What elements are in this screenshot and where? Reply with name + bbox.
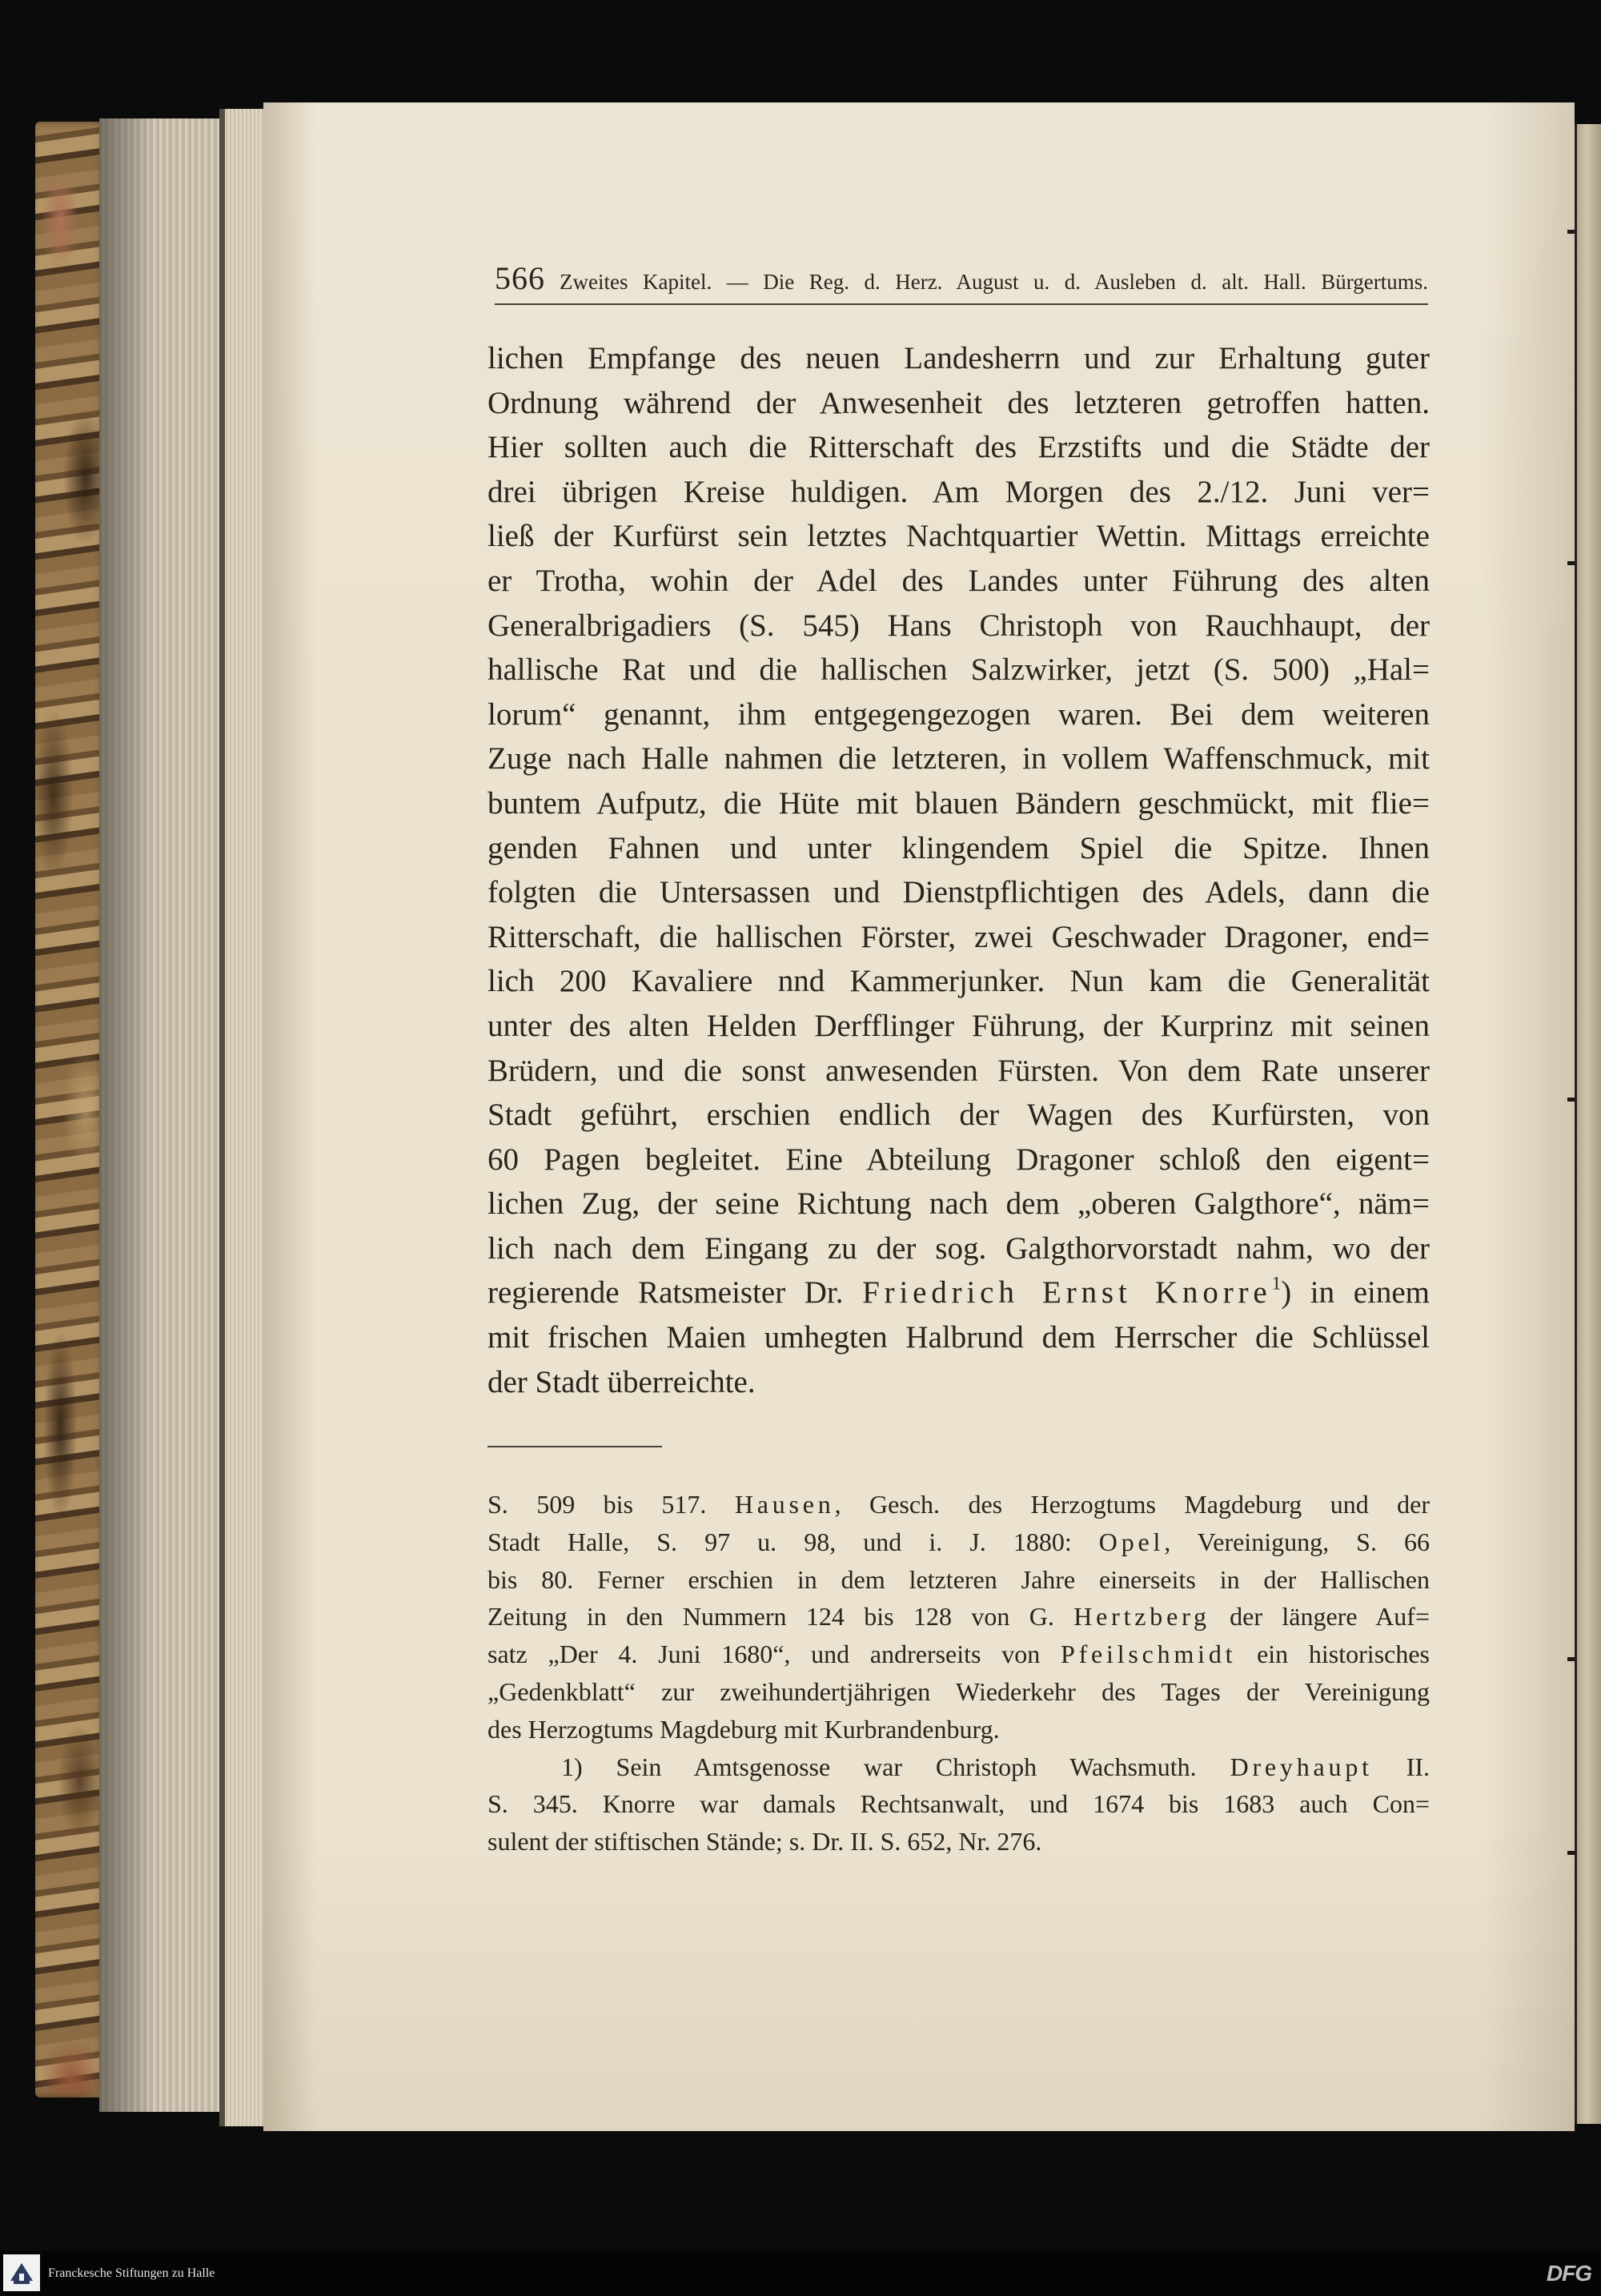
text-run: S. 509 bis 517. bbox=[488, 1490, 735, 1519]
body-line bbox=[488, 559, 1430, 604]
facing-page-edge bbox=[1575, 124, 1601, 2124]
footnote-line bbox=[488, 1486, 1430, 1523]
text-run: lichen Empfange des neuen Landesherrn und zur Erhaltung guter bbox=[488, 341, 1430, 375]
text-run: „Gedenkblatt“ zur zweihundertjährigen Wiederkehr des Tages der Vereinigung bbox=[488, 1676, 1430, 1706]
footnote-line bbox=[488, 1673, 1430, 1711]
body-line bbox=[488, 381, 1430, 426]
body-line bbox=[488, 1360, 1430, 1405]
text-run: folgten die Untersassen und Dienstpflichtigen des Adels, dann die bbox=[488, 875, 1430, 910]
text-run: unter des alten Helden Derfflinger Führung, der Kurprinz mit seinen bbox=[488, 1008, 1430, 1043]
body-line bbox=[488, 692, 1430, 737]
spaced-name: Dreyhaupt bbox=[1230, 1752, 1373, 1781]
text-run: 1) Sein Amtsgenosse war Christoph Wachsmuth. bbox=[561, 1752, 1230, 1781]
body-line bbox=[488, 604, 1430, 648]
footnote-separator bbox=[488, 1446, 662, 1447]
page-block-edges-inner bbox=[219, 109, 263, 2126]
body-line bbox=[488, 1226, 1430, 1271]
text-run: genden Fahnen und unter klingendem Spiel die Spitze. Ihnen bbox=[488, 830, 1430, 865]
text-run: , Gesch. des Herzogtums Magdeburg und der bbox=[834, 1490, 1430, 1519]
text-run: Zeitung in den Nummern 124 bis 128 von G. bbox=[488, 1602, 1074, 1632]
footnote-line bbox=[488, 1711, 1430, 1748]
footer-bar bbox=[0, 2251, 1601, 2296]
text-run: er Trotha, wohin der Adel des Landes unter Führung des alten bbox=[488, 563, 1430, 598]
text-run: des Herzogtums Magdeburg mit Kurbrandenburg. bbox=[488, 1714, 1000, 1744]
text-run: satz „Der 4. Juni 1680“, und andrerseits von bbox=[488, 1640, 1061, 1669]
text-run: ein historisches bbox=[1236, 1640, 1430, 1669]
text-run: lorum“ genannt, ihm entgegengezogen waren. Bei dem weiteren bbox=[488, 696, 1430, 732]
footnote-line bbox=[488, 1523, 1430, 1561]
page-number: 566 bbox=[495, 260, 545, 296]
footnotes bbox=[488, 1486, 1430, 1860]
running-head bbox=[495, 261, 1428, 296]
body-line bbox=[488, 826, 1430, 871]
text-run: II. bbox=[1372, 1752, 1430, 1781]
footnote-continued bbox=[488, 1486, 1430, 1748]
text-run: der längere Auf= bbox=[1210, 1602, 1430, 1632]
text-run: drei übrigen Kreise huldigen. Am Morgen des 2./12. Juni ver= bbox=[488, 474, 1430, 509]
page-edge-mark bbox=[1567, 230, 1575, 234]
text-run: Ritterschaft, die hallischen Förster, zwei Geschwader Dragoner, end= bbox=[488, 919, 1430, 954]
text-run: 60 Pagen begleitet. Eine Abteilung Dragoner schloß den eigent= bbox=[488, 1142, 1430, 1177]
text-run: buntem Aufputz, die Hüte mit blauen Bändern geschmückt, mit flie= bbox=[488, 785, 1430, 821]
text-run: Stadt Halle, S. 97 u. 98, und i. J. 1880: bbox=[488, 1527, 1099, 1556]
footnote-line bbox=[488, 1823, 1430, 1860]
text-run: der Stadt überreichte. bbox=[488, 1364, 756, 1399]
text-run: Brüdern, und die sonst anwesenden Fürsten. Von dem Rate unserer bbox=[488, 1053, 1430, 1088]
footnote-line bbox=[488, 1636, 1430, 1673]
text-run: regierende Ratsmeister Dr. bbox=[488, 1275, 863, 1311]
text-run: S. 345. Knorre war damals Rechtsanwalt, und 1674 bis 1683 auch Con= bbox=[488, 1789, 1430, 1819]
text-run: Generalbrigadiers (S. 545) Hans Christoph von Rauchhaupt, der bbox=[488, 608, 1430, 643]
page-edge-mark bbox=[1567, 1098, 1575, 1102]
body-line bbox=[488, 915, 1430, 960]
spaced-name: Hertzberg bbox=[1073, 1602, 1210, 1632]
book-cover-marbled bbox=[35, 122, 107, 2097]
body-line bbox=[488, 1182, 1430, 1226]
franckesche-logo-icon bbox=[3, 2254, 40, 2291]
text-run: ließ der Kurfürst sein letztes Nachtquartier Wettin. Mittags erreichte bbox=[488, 519, 1430, 554]
text-run: ) in einem bbox=[1281, 1275, 1430, 1311]
body-line bbox=[488, 425, 1430, 470]
text-run: lich nach dem Eingang zu der sog. Galgthorvorstadt nahm, wo der bbox=[488, 1230, 1430, 1266]
text-run: sulent der stiftischen Stände; s. Dr. II. S. 652, Nr. 276. bbox=[488, 1827, 1042, 1856]
body-line bbox=[488, 1093, 1430, 1138]
page-edge-mark bbox=[1567, 561, 1575, 565]
text-run: lich 200 Kavaliere nnd Kammerjunker. Nun kam die Generalität bbox=[488, 964, 1430, 999]
text-run: , Vereinigung, S. 66 bbox=[1164, 1527, 1430, 1556]
footnote-marker: 1 bbox=[1271, 1274, 1282, 1295]
spaced-name: Opel bbox=[1098, 1527, 1165, 1556]
body-line bbox=[488, 1049, 1430, 1094]
franckesche-emblem-icon bbox=[3, 2254, 40, 2291]
running-head-title: Zweites Kapitel. — Die Reg. d. Herz. August u. d. Ausleben d. alt. Hall. Bürgertums. bbox=[560, 270, 1428, 294]
body-line bbox=[488, 470, 1430, 515]
footnote-line bbox=[488, 1785, 1430, 1823]
footnote-1 bbox=[488, 1748, 1430, 1860]
page-edge-mark bbox=[1567, 1657, 1575, 1661]
body-line bbox=[488, 1270, 1430, 1315]
text-run: mit frischen Maien umhegten Halbrund dem Herrscher die Schlüssel bbox=[488, 1320, 1430, 1355]
body-line bbox=[488, 781, 1430, 826]
dfg-logo: DFG bbox=[1546, 2261, 1591, 2286]
footnote-line bbox=[488, 1748, 1430, 1786]
body-line bbox=[488, 1004, 1430, 1049]
page-edge-mark bbox=[1567, 1851, 1575, 1855]
body-line bbox=[488, 336, 1430, 381]
body-line bbox=[488, 1315, 1430, 1360]
body-line bbox=[488, 870, 1430, 915]
spaced-name: Friedrich Ernst Knorre bbox=[862, 1275, 1272, 1311]
page-block-edges bbox=[99, 118, 221, 2112]
body-line bbox=[488, 648, 1430, 692]
institution-name: Franckesche Stiftungen zu Halle bbox=[48, 2266, 215, 2280]
body-line bbox=[488, 514, 1430, 559]
body-text bbox=[488, 336, 1430, 1404]
spaced-name: Pfeilschmidt bbox=[1060, 1640, 1237, 1669]
text-run: hallische Rat und die hallischen Salzwirker, jetzt (S. 500) „Hal= bbox=[488, 652, 1430, 688]
text-run: Zuge nach Halle nahmen die letzteren, in vollem Waffenschmuck, mit bbox=[488, 741, 1430, 777]
text-run: bis 80. Ferner erschien in dem letzteren Jahre einerseits in der Hallischen bbox=[488, 1564, 1430, 1594]
text-run: lichen Zug, der seine Richtung nach dem „oberen Galgthore“, näm= bbox=[488, 1186, 1430, 1222]
footnote-line bbox=[488, 1561, 1430, 1599]
spaced-name: Hausen bbox=[734, 1490, 835, 1519]
body-line bbox=[488, 959, 1430, 1004]
book-page bbox=[263, 102, 1575, 2131]
text-run: Stadt geführt, erschien endlich der Wagen des Kurfürsten, von bbox=[488, 1098, 1430, 1133]
header-rule bbox=[495, 303, 1428, 305]
body-line bbox=[488, 1138, 1430, 1182]
text-run: Ordnung während der Anwesenheit des letzteren getroffen hatten. bbox=[488, 385, 1430, 420]
footnote-line bbox=[488, 1598, 1430, 1636]
text-run: Hier sollten auch die Ritterschaft des Erzstifts und die Städte der bbox=[488, 430, 1430, 465]
body-line bbox=[488, 737, 1430, 781]
